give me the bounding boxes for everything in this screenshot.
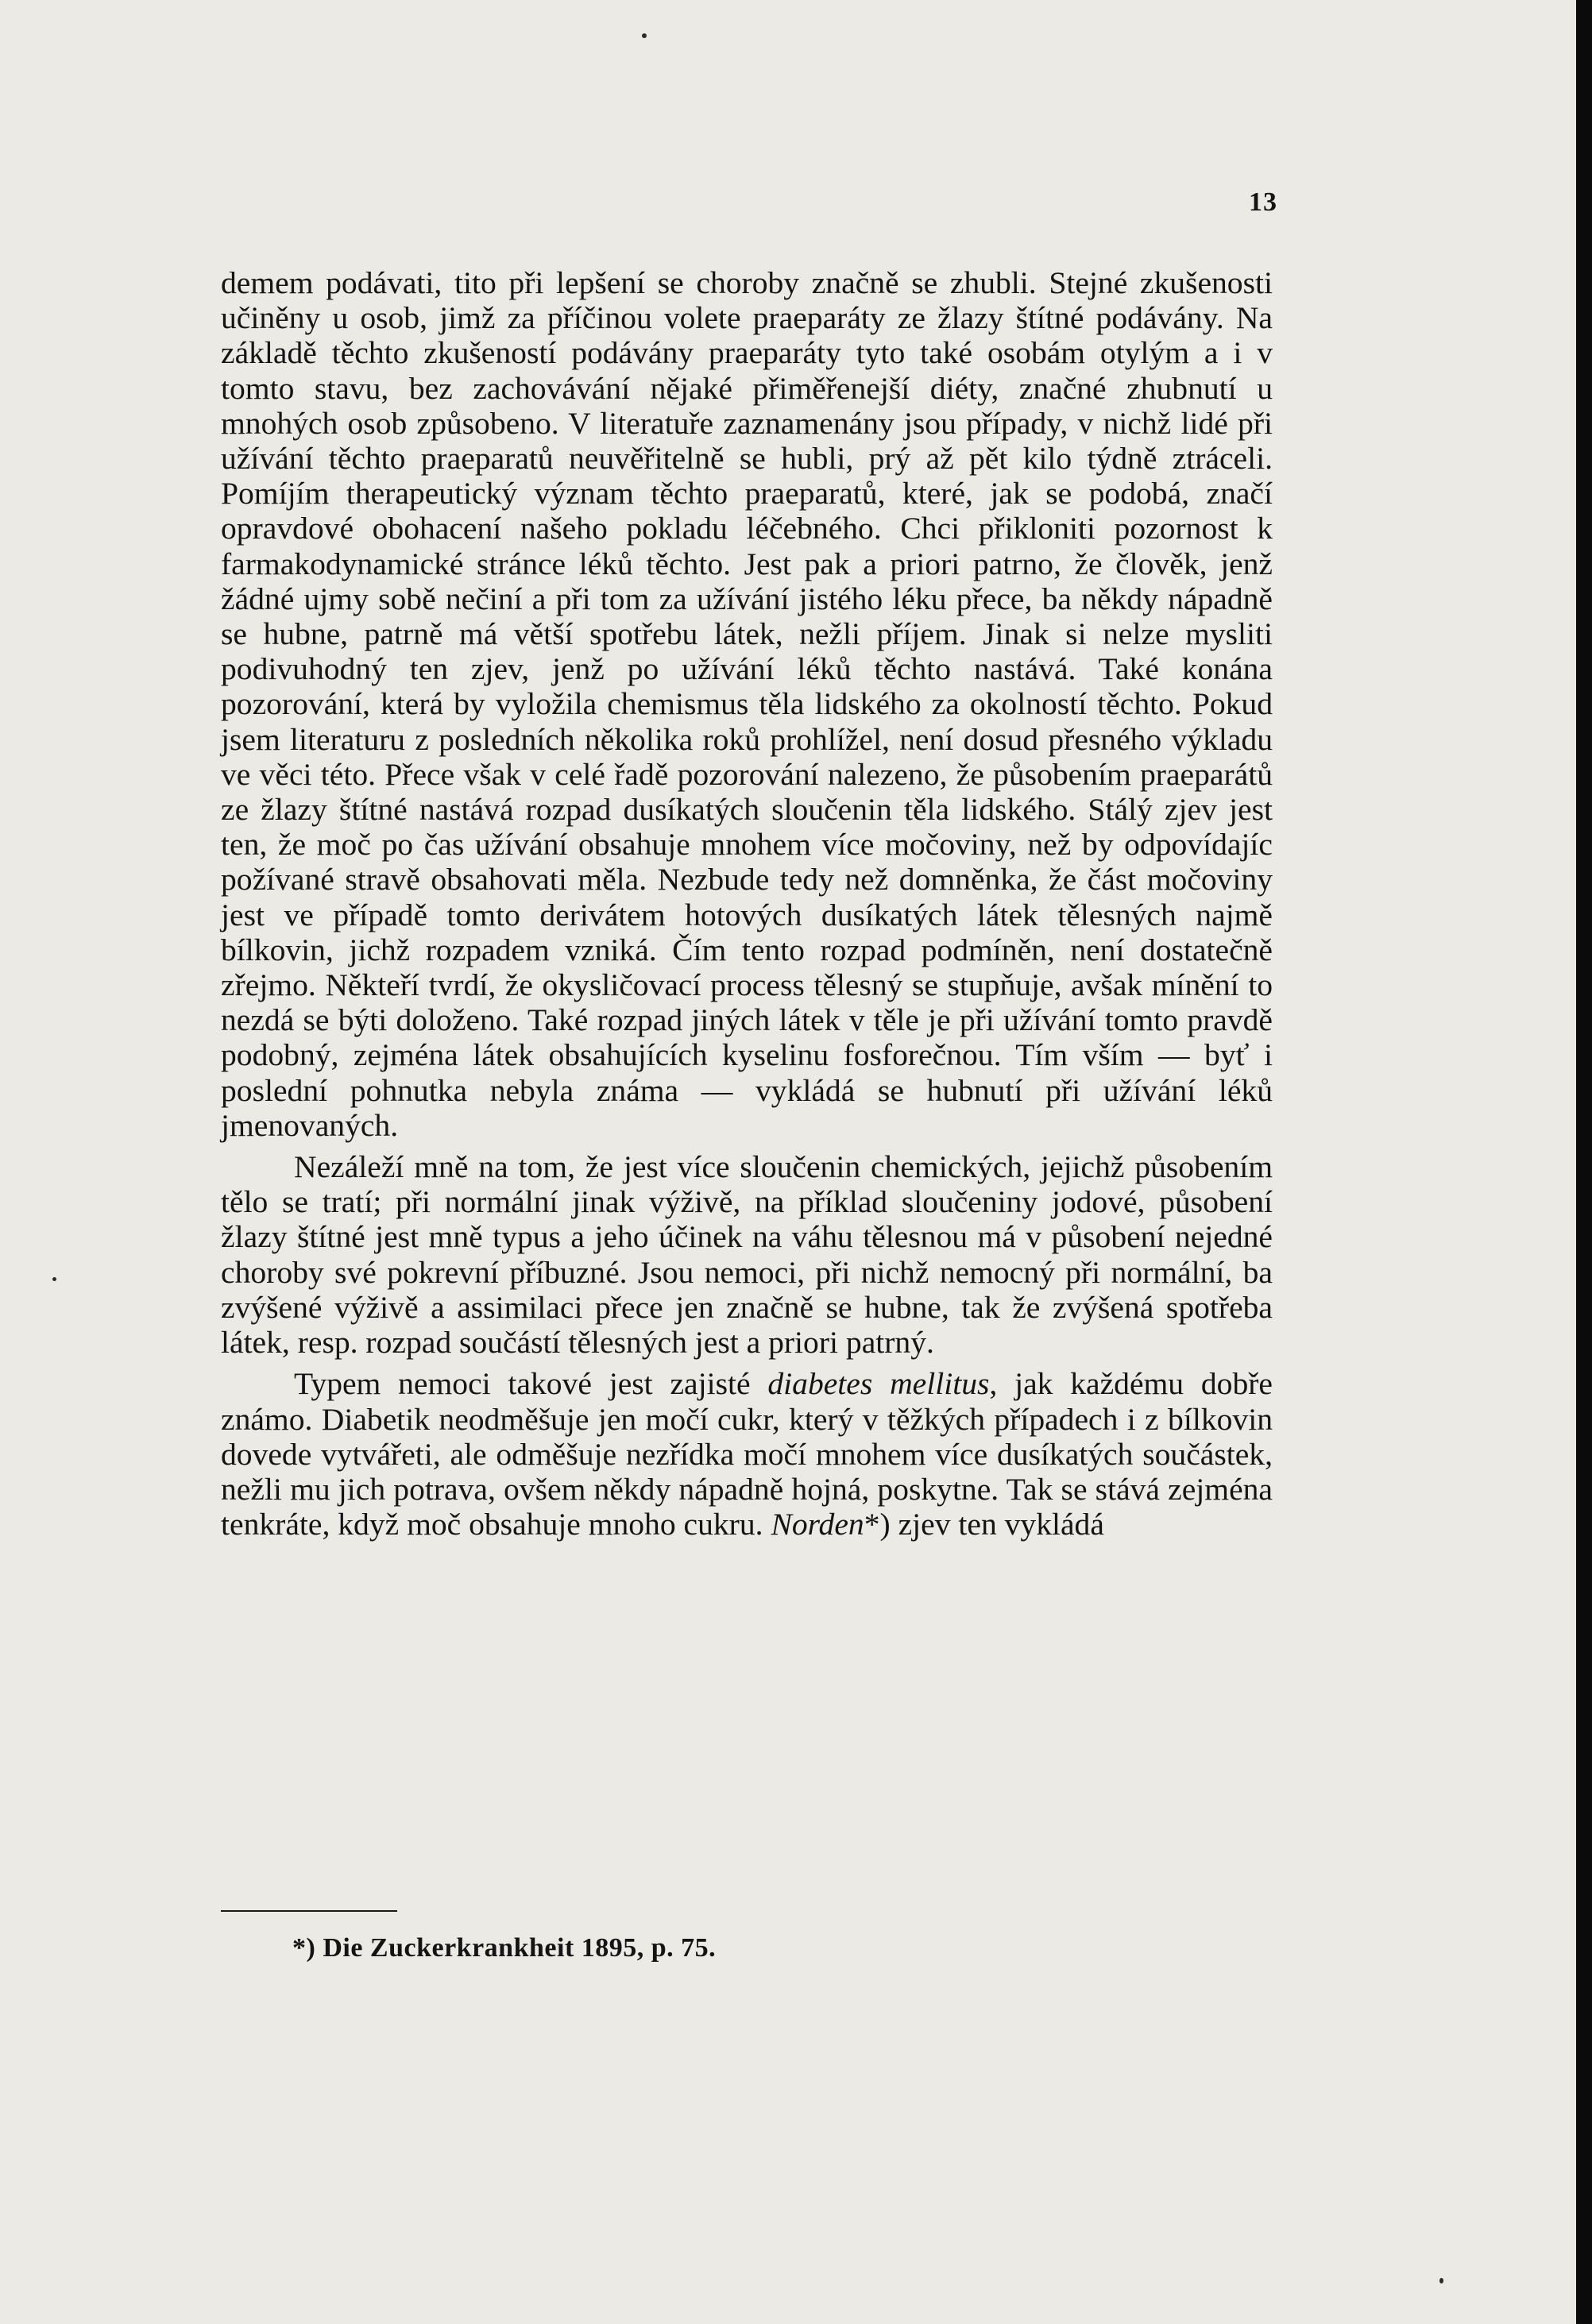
body-text	[221, 265, 1273, 1542]
paragraph-3	[221, 1366, 1273, 1542]
page-number: 13	[1249, 187, 1277, 217]
scan-speck-left	[52, 1277, 56, 1281]
author-norden: Norden	[771, 1507, 864, 1542]
paragraph-2: Nezáleží mně na tom, že jest více sloučenin chemických, jejichž působením tělo se tratí; při normální jinak výživě, na příklad sloučeniny jodové, působení žlazy štítné jest mně typus a jeho účinek na váhu tělesnou má v působení nejedné choroby své pokrevní příbuzné. Jsou nemoci, při nichž nemocný při normální, ba zvýšené výživě a assimilaci přece jen značně se hubne, tak že zvýšená spotřeba látek, resp. rozpad součástí tělesných jest a priori patrný.	[221, 1149, 1273, 1361]
term-diabetes-mellitus: diabetes mellitus	[767, 1366, 990, 1402]
footnote-divider	[221, 1910, 397, 1912]
paragraph-1: demem podávati, tito při lepšení se choroby značně se zhubli. Stejné zkušenosti učiněny u osob, jimž za příčinou volete praeparáty ze žlazy štítné podávány. Na základě těchto zkušeností podávány praeparáty tyto také osobám otylým a i v tomto stavu, bez zachovávání nějaké přiměřenejší diéty, značné zhubnutí u mnohých osob způsobeno. V literatuře zaznamenány jsou případy, v nichž lidé při užívání těchto praeparatů neuvěřitelně se hubli, prý až pět kilo týdně ztráceli. Pomíjím therapeutický význam těchto praeparatů, které, jak se podobá, značí opravdové obohacení našeho pokladu léčebného. Chci přikloniti pozornost k farmakodynamické stránce léků těchto. Jest pak a priori patrno, že člověk, jenž žádné ujmy sobě nečiní a při tom za užívání jistého léku přece, ba někdy nápadně se hubne, patrně má větší spotřebu látek, nežli příjem. Jinak si nelze mysliti podivuhodný ten zjev, jenž po užívání léků těchto nastává. Také konána pozorování, která by vyložila chemismus těla lidského za okolností těchto. Pokud jsem literaturu z posledních několika roků prohlížel, není dosud přesného výkladu ve věci této. Přece však v celé řadě pozorování nalezeno, že působením praeparátů ze žlazy štítné nastává rozpad dusíkatých sloučenin těla lidského. Stálý zjev jest ten, že moč po čas užívání obsahuje mnohem více močoviny, než by odpovídajíc požívané stravě obsahovati měla. Nezbude tedy než domněnka, že část močoviny jest ve případě tomto derivátem hotových dusíkatých látek tělesných najmě bílkovin, jichž rozpadem vzniká. Čím tento rozpad podmíněn, není dostatečně zřejmo. Někteří tvrdí, že okysličovací process tělesný se stupňuje, avšak mínění to nezdá se býti doloženo. Také rozpad jiných látek v těle je při užívání tomto pravdě podobný, zejména látek obsahujících kyselinu fosforečnou. Tím vším — byť i poslední pohnutka nebyla známa — vykládá se hubnutí při užívání léků jmenovaných.	[221, 265, 1273, 1143]
paragraph-3-text-middle: , jak každému dobře známo. Diabetik neodměšuje jen močí cukr, který v těžkých případech i z bílkovin dovede vytvářeti, ale odměšuje nezřídka močí mnohem více dusíkatých součástek, nežli mu jich potrava, ovšem někdy nápadně hojná, poskytne. Tak se stává zejména tenkráte, když moč obsahuje mnoho cukru.	[221, 1366, 1273, 1542]
scan-speck-top	[642, 33, 647, 38]
paragraph-3-text-end: *) zjev ten vykládá	[864, 1507, 1104, 1542]
scan-speck-bottom-right	[1439, 2278, 1443, 2283]
footnote: *) Die Zuckerkrankheit 1895, p. 75.	[292, 1933, 717, 1963]
paragraph-3-text-start: Typem nemoci takové jest zajisté	[294, 1366, 768, 1402]
scan-right-border	[1576, 0, 1592, 2324]
